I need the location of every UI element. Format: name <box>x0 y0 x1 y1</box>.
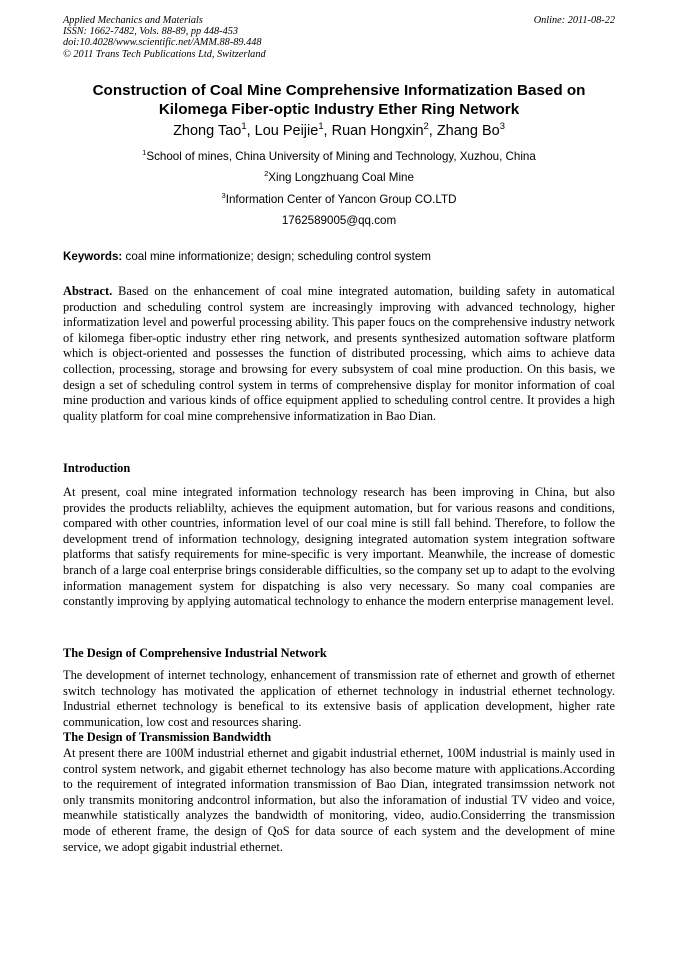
author: Lou Peijie$^1$, <box>254 120 332 139</box>
affiliation-3: $^3$Information Center of Yancon Group CO.LTD <box>221 191 457 206</box>
doi[interactable]: doi:10.4028/www.scientific.net/AMM.88-89.448 <box>63 37 262 49</box>
author: Zhong Tao$^1$, <box>173 120 255 139</box>
section-heading-bandwidth: The Design of Transmission Bandwidth <box>63 730 272 744</box>
author: Zhang Bo$^3$ <box>436 120 505 139</box>
abstract-label: Abstract. <box>63 284 113 298</box>
keywords <box>63 250 615 263</box>
abstract-text: Based on the enhancement of coal mine integrated automation, building safety in automatical production and scheduling control system are increasingly improving with advanced technology, higher informatization level and powerful processing ability. This paper foucs on the comprehensive industry network of kilomega fiber-optic industry ether ring network, and presents synthesized automation software platform which is object-oriented and possesses the function of distributed processing, which aims to achieve data collection, processing, storage and browsing for every subsystem of coal mine production. On this basis, we design a set of scheduling control system in terms of comprehensive display for monitor information of coal mine production and various kinds of office equipment applied to scheduling control centre. It provides a high quality platform for coal mine comprehensive informatization in Bao Dian. <box>63 284 615 423</box>
online-date: Online: 2011-08-22 <box>533 15 615 26</box>
title-line-1: Construction of Coal Mine Comprehensive Informatization Based on <box>92 82 586 99</box>
title-line-2: Kilomega Fiber-optic Industry Ether Ring Network <box>158 101 520 118</box>
paper-title <box>40 81 638 119</box>
network-text: The development of internet technology, enhancement of transmission rate of ethernet and growth of ethernet switch technology has motivated the application of ethernet technology in industrial ethernet technology. Industrial ethernet technology is benefical to its extensive basis of application development, higher rate communication, low cost and resources sharing. <box>63 668 615 729</box>
section-heading-introduction: Introduction <box>63 461 131 475</box>
author-email[interactable]: 1762589005@qq.com <box>281 214 397 227</box>
journal-name: Applied Mechanics and Materials <box>63 15 203 26</box>
bandwidth-text: At present there are 100M industrial ethernet and gigabit industrial ethernet, 100M industrial is mainly used in control system network, and gigabit ethernet technology has also become mature with applications.According to the requirement of integrated information transmission of Bao Dian, integrated transimssion network not only transmits monitoring andcontrol information, but also the inforamation of industial TV video and voice, meanwhile statistically analyzes the bandwidth of monitoring, video, audio.Considerring the transmission mode of etherent frame, the design of QoS for data source of each system and the development of mine service, we adopt gigabit industrial ethernet. <box>63 746 615 854</box>
journal-header <box>63 15 615 60</box>
author-list <box>0 120 678 139</box>
abstract <box>63 284 615 424</box>
affiliation-1: $^1$School of mines, China University of Mining and Technology, Xuzhou, China <box>142 148 536 163</box>
introduction-text: At present, coal mine integrated information technology research has been improving in China, but also provides the products reliablilty, achieves the equipment automation, but for various reasons and conditions, compared with other countries, information level of our coal mine is still fall behind. Therefore, to follow the development trend of information technology, designing integrated automation system integration software platforms that satisfy requirements for mine-specific is very important. Meanwhile, the increase of domestic branch of a large coal enterprise brings considerable difficulties, so the company set up to adapt to the evolving information management system for dispatching is also very necessary. So many coal companies are constantly improving by applying automatical technology to enhance the modern enterprise management level. <box>63 485 615 609</box>
issn: ISSN: 1662-7482, Vols. 88-89, pp 448-453 <box>63 26 239 38</box>
affiliation-2: $^2$Xing Longzhuang Coal Mine <box>264 169 414 184</box>
section-heading-network: The Design of Comprehensive Industrial Network <box>63 646 327 660</box>
author: Ruan Hongxin$^2$, <box>331 120 437 139</box>
copyright: © 2011 Trans Tech Publications Ltd, Switzerland <box>63 48 266 60</box>
keywords-text: coal mine informationize; design; scheduling control system <box>125 250 431 263</box>
keywords-label: Keywords: <box>63 250 123 263</box>
